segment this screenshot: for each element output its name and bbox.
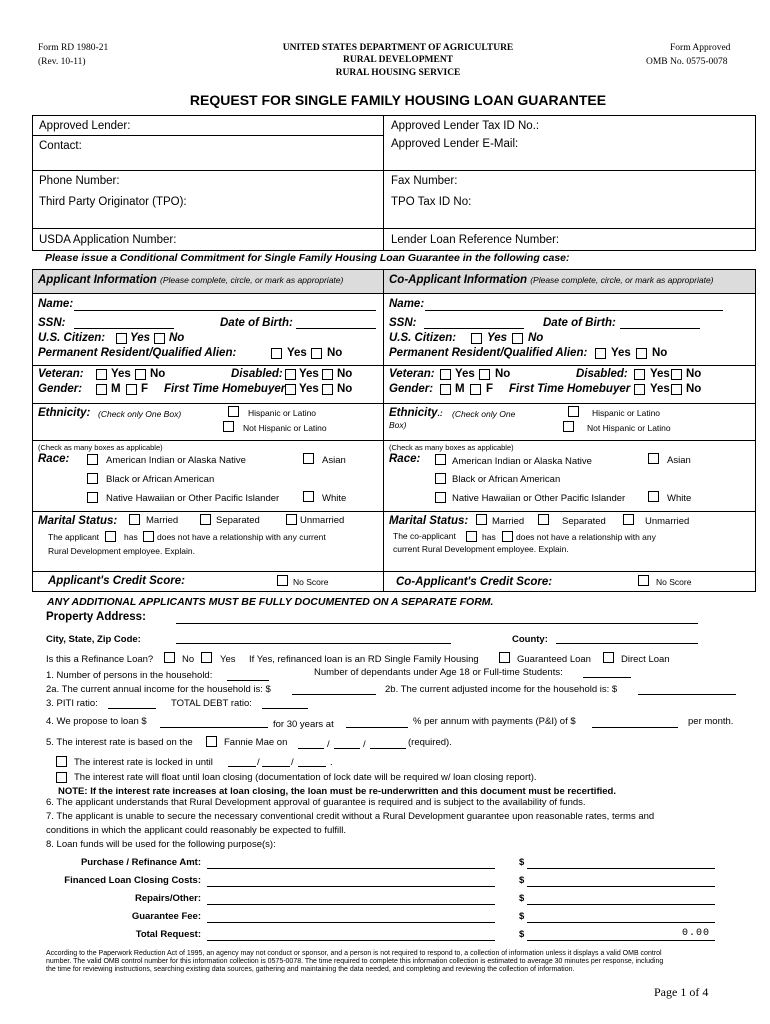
coapplicant-unmarried-label: Unmarried <box>645 516 690 527</box>
applicant-citizen-yes-checkbox[interactable] <box>116 333 127 344</box>
coapplicant-hispanic-checkbox[interactable] <box>568 406 579 417</box>
date-separator: / <box>291 757 294 768</box>
applicant-citizen-no-label: No <box>169 332 185 344</box>
applicant-race-note: (Check as many boxes as applicable) <box>38 443 163 452</box>
lender-tax-id-label: Approved Lender Tax ID No.: <box>391 120 540 132</box>
coapplicant-separated-label: Separated <box>562 516 606 527</box>
applicant-veteran-no-checkbox[interactable] <box>135 369 146 380</box>
applicant-not-hispanic-label: Not Hispanic or Latino <box>243 423 327 433</box>
fannie-year-field[interactable] <box>370 748 406 749</box>
paperwork-notice-3: the time for reviewing instructions, searching existing data sources, gathering and maintaining the data needed, and completing and reviewing the collection of information. <box>46 966 575 973</box>
county-label: County: <box>512 634 548 645</box>
coapplicant-citizen-label: U.S. Citizen: <box>389 332 457 344</box>
grid-border-right <box>755 269 756 591</box>
coapplicant-gender-f-label: F <box>486 383 494 395</box>
applicant-credit-score-label: Applicant's Credit Score: <box>48 575 185 587</box>
coapplicant-perm-res-no-label: No <box>652 347 668 359</box>
county-field[interactable] <box>556 643 698 644</box>
dependants-field[interactable] <box>583 677 631 678</box>
property-address-field[interactable] <box>176 623 698 624</box>
coapplicant-disabled-no-checkbox[interactable] <box>671 369 682 380</box>
coapplicant-ssn-label: SSN: <box>389 317 417 329</box>
coapplicant-hawaiian-label: Native Hawaiian or Other Pacific Islander <box>452 493 626 504</box>
coapplicant-black-label: Black or African American <box>452 474 561 485</box>
refinance-yes-checkbox[interactable] <box>201 652 212 663</box>
applicant-unmarried-label: Unmarried <box>300 515 345 526</box>
coapplicant-amer-ind-checkbox[interactable] <box>435 454 446 465</box>
funds-row-amount-field[interactable] <box>527 886 715 887</box>
coapplicant-gender-m-checkbox[interactable] <box>440 384 451 395</box>
date-separator: / <box>257 757 260 768</box>
coapplicant-relationship-text-2: does not have a relationship with any <box>516 532 656 542</box>
applicant-separated-checkbox[interactable] <box>200 514 211 525</box>
item-2a-label: 2a. The current annual income for the household is: $ <box>46 684 271 695</box>
coapplicant-first-time-no-checkbox[interactable] <box>671 384 682 395</box>
applicant-white-label: White <box>322 493 347 504</box>
applicant-ssn-field[interactable] <box>74 328 174 329</box>
coapplicant-not-hispanic-label: Not Hispanic or Latino <box>587 423 671 433</box>
applicant-first-time-yes-label: Yes <box>299 383 319 395</box>
total-debt-field[interactable] <box>262 708 308 709</box>
row-divider <box>32 250 756 251</box>
funds-row-dollar-sign: $ <box>519 875 525 886</box>
coapplicant-married-label: Married <box>492 516 525 527</box>
funds-row-label: Purchase / Refinance Amt: <box>80 857 201 868</box>
item-7-text-2: conditions in which the applicant could reasonably be expected to fulfill. <box>46 825 346 836</box>
applicant-disabled-no-checkbox[interactable] <box>322 369 333 380</box>
item-5-label: 5. The interest rate is based on the <box>46 737 193 748</box>
paperwork-notice-1: According to the Paperwork Reduction Act of 1995, an agency may not conduct or sponsor, and a person is not required to respond to, a collection of information unless it displays a valid OMB control <box>46 950 662 957</box>
city-state-zip-field[interactable] <box>176 643 451 644</box>
coapplicant-veteran-no-label: No <box>495 368 511 380</box>
coapplicant-perm-res-no-checkbox[interactable] <box>636 348 647 359</box>
grid-border-top <box>32 269 756 270</box>
applicant-married-checkbox[interactable] <box>129 514 140 525</box>
applicant-black-checkbox[interactable] <box>87 473 98 484</box>
funds-row-dollar-sign: $ <box>519 911 525 922</box>
lock-year-field[interactable] <box>298 766 326 767</box>
coapplicant-veteran-yes-label: Yes <box>455 368 475 380</box>
funds-row-label: Guarantee Fee: <box>131 911 201 922</box>
coapplicant-white-label: White <box>667 493 692 504</box>
refinance-if-yes-text: If Yes, refinanced loan is an RD Single Family Housing <box>249 654 479 665</box>
coapplicant-has-label: has <box>482 532 496 542</box>
coapplicant-race-label: Race: <box>389 453 421 465</box>
coapplicant-perm-res-label: Permanent Resident/Qualified Alien: <box>389 347 588 359</box>
loan-reference-label: Lender Loan Reference Number: <box>391 234 560 246</box>
funds-row-description-field[interactable] <box>207 940 495 941</box>
coapplicant-no-relationship-checkbox[interactable] <box>502 531 513 542</box>
fannie-mae-label: Fannie Mae on <box>224 737 288 748</box>
funds-row-description-field[interactable] <box>207 886 495 887</box>
coapplicant-white-checkbox[interactable] <box>648 491 659 502</box>
coapplicant-hispanic-label: Hispanic or Latino <box>592 408 661 418</box>
commitment-request-text: Please issue a Conditional Commitment for Single Family Housing Loan Guarantee in the following case: <box>45 252 570 264</box>
applicant-disabled-label: Disabled: <box>231 368 283 380</box>
fannie-day-field[interactable] <box>334 748 360 749</box>
funds-row-label: Repairs/Other: <box>135 893 201 904</box>
item-7-text-1: 7. The applicant is unable to secure the necessary conventional credit without a Rural Development guarantee upon reasonable rates, terms and <box>46 811 655 822</box>
date-separator: / <box>363 739 366 750</box>
coapplicant-unmarried-checkbox[interactable] <box>623 514 634 525</box>
applicant-name-field[interactable] <box>74 310 376 311</box>
contact-label: Contact: <box>39 140 82 152</box>
agency-line-2: RURAL DEVELOPMENT <box>342 55 454 65</box>
coapplicant-citizen-no-label: No <box>528 332 544 344</box>
recertify-note: NOTE: If the interest rate increases at loan closing, the loan must be re-underwritten and this document must be recertified. <box>58 786 616 797</box>
applicant-gender-m-checkbox[interactable] <box>96 384 107 395</box>
applicant-citizen-label: U.S. Citizen: <box>38 332 106 344</box>
applicant-disabled-yes-checkbox[interactable] <box>285 369 296 380</box>
funds-row-label: Financed Loan Closing Costs: <box>64 875 201 886</box>
applicant-no-score-label: No Score <box>293 577 329 587</box>
applicant-gender-f-label: F <box>141 383 149 395</box>
applicant-gender-label: Gender: <box>38 383 83 395</box>
applicant-asian-label: Asian <box>322 455 346 466</box>
applicant-hispanic-label: Hispanic or Latino <box>248 408 317 418</box>
coapplicant-citizen-yes-label: Yes <box>487 332 508 344</box>
payment-field[interactable] <box>592 727 678 728</box>
form-approved: Form Approved <box>670 43 731 53</box>
applicant-first-time-no-checkbox[interactable] <box>322 384 333 395</box>
coapplicant-disabled-yes-checkbox[interactable] <box>634 369 645 380</box>
refinance-yes-label: Yes <box>220 654 236 665</box>
item-3-label: 3. PITI ratio: <box>46 698 98 709</box>
applicant-gender-m-label: M <box>111 383 121 395</box>
tpo-tax-id-label: TPO Tax ID No: <box>391 196 472 208</box>
coapplicant-asian-checkbox[interactable] <box>648 453 659 464</box>
applicant-disabled-yes-label: Yes <box>299 368 319 380</box>
applicant-perm-res-no-checkbox[interactable] <box>311 348 322 359</box>
applicant-marital-label: Marital Status: <box>38 515 118 527</box>
interest-rate-field[interactable] <box>346 727 408 728</box>
direct-loan-checkbox[interactable] <box>603 652 614 663</box>
fax-label: Fax Number: <box>391 175 458 187</box>
coapplicant-dob-field[interactable] <box>620 328 700 329</box>
funds-row-amount-value: 0.00 <box>681 928 710 939</box>
applicant-ethnicity-label: Ethnicity: <box>38 407 91 419</box>
applicant-asian-checkbox[interactable] <box>303 453 314 464</box>
coapplicant-disabled-yes-label: Yes <box>650 368 670 380</box>
funds-row-amount-field[interactable] <box>527 868 715 869</box>
coapplicant-first-time-no-label: No <box>686 383 702 395</box>
coapplicant-separated-checkbox[interactable] <box>538 514 549 525</box>
page-number: Page 1 of 4 <box>654 985 709 999</box>
coapplicant-gender-f-checkbox[interactable] <box>470 384 481 395</box>
applicant-veteran-yes-label: Yes <box>111 368 131 380</box>
loan-amount-field[interactable] <box>160 727 268 728</box>
approved-lender-label: Approved Lender: <box>39 120 131 132</box>
coapplicant-relationship-text-1: The co-applicant <box>393 531 456 541</box>
required-text: (required). <box>408 737 452 748</box>
row-divider <box>32 511 756 512</box>
coapplicant-ethnicity-note-2: Box) <box>389 420 407 430</box>
applicant-ethnicity-note: (Check only One Box) <box>98 409 182 419</box>
row-divider <box>32 170 756 171</box>
agency-line-1: UNITED STATES DEPARTMENT OF AGRICULTURE <box>282 43 514 53</box>
applicant-hawaiian-label: Native Hawaiian or Other Pacific Islander <box>106 493 280 504</box>
applicant-married-label: Married <box>146 515 179 526</box>
grid-header-bottom <box>32 293 756 294</box>
form-revision: (Rev. 10-11) <box>38 57 86 67</box>
date-separator: / <box>327 739 330 750</box>
rate-locked-label: The interest rate is locked in until <box>74 757 213 768</box>
applicant-has-label: has <box>124 532 138 542</box>
item-6-text: 6. The applicant understands that Rural Development approval of guarantee is required and is subject to the availability of funds. <box>46 797 586 808</box>
funds-row-dollar-sign: $ <box>519 857 525 868</box>
applicant-first-time-yes-checkbox[interactable] <box>285 384 296 395</box>
item-1-label: 1. Number of persons in the household: <box>46 670 213 681</box>
form-number: Form RD 1980-21 <box>38 43 109 53</box>
annual-income-field[interactable] <box>292 694 376 695</box>
applicant-black-label: Black or African American <box>106 474 215 485</box>
applicant-disabled-no-label: No <box>337 368 353 380</box>
applicant-citizen-yes-label: Yes <box>130 332 151 344</box>
funds-row-amount-field[interactable] <box>527 940 715 941</box>
guaranteed-loan-label: Guaranteed Loan <box>517 654 591 665</box>
rate-float-checkbox[interactable] <box>56 772 67 783</box>
applicant-no-score-checkbox[interactable] <box>277 575 288 586</box>
coapplicant-citizen-no-checkbox[interactable] <box>512 333 523 344</box>
applicant-hawaiian-checkbox[interactable] <box>87 492 98 503</box>
coapplicant-ssn-field[interactable] <box>424 328 524 329</box>
applicant-name-label: Name: <box>38 298 74 310</box>
applicant-relationship-text-2: does not have a relationship with any current <box>157 532 326 542</box>
guaranteed-loan-checkbox[interactable] <box>499 652 510 663</box>
grid-divider <box>383 269 384 591</box>
applicant-hispanic-checkbox[interactable] <box>228 406 239 417</box>
applicant-race-label: Race: <box>38 453 70 465</box>
fannie-month-field[interactable] <box>298 748 324 749</box>
coapplicant-black-checkbox[interactable] <box>435 473 446 484</box>
phone-label: Phone Number: <box>39 175 120 187</box>
row-divider <box>32 403 756 404</box>
applicant-perm-res-yes-label: Yes <box>287 347 307 359</box>
applicant-first-time-no-label: No <box>337 383 353 395</box>
coapplicant-veteran-no-checkbox[interactable] <box>479 369 490 380</box>
adjusted-income-field[interactable] <box>638 694 736 695</box>
funds-row-description-field[interactable] <box>207 922 495 923</box>
coapplicant-not-hispanic-checkbox[interactable] <box>563 421 574 432</box>
property-address-label: Property Address: <box>46 611 146 623</box>
refinance-no-checkbox[interactable] <box>164 652 175 663</box>
omb-number: OMB No. 0575-0078 <box>646 57 728 67</box>
applicant-amer-ind-label: American Indian or Alaska Native <box>106 455 246 466</box>
coapplicant-perm-res-yes-label: Yes <box>611 347 631 359</box>
coapplicant-ethnicity-label: Ethnicity.: <box>389 407 443 419</box>
household-persons-field[interactable] <box>227 680 269 681</box>
city-state-zip-label: City, State, Zip Code: <box>46 634 141 645</box>
funds-row-amount-field[interactable] <box>527 922 715 923</box>
applicant-has-relationship-checkbox[interactable] <box>105 531 116 542</box>
applicant-relationship-text-3: Rural Development employee. Explain. <box>48 546 195 556</box>
piti-ratio-field[interactable] <box>108 708 156 709</box>
grid-border-bottom <box>32 591 756 592</box>
applicant-perm-res-label: Permanent Resident/Qualified Alien: <box>38 347 237 359</box>
coapplicant-name-label: Name: <box>389 298 425 310</box>
tpo-label: Third Party Originator (TPO): <box>39 196 187 208</box>
applicant-veteran-label: Veteran: <box>38 368 84 380</box>
row-divider <box>32 440 756 441</box>
applicant-gender-f-checkbox[interactable] <box>126 384 137 395</box>
additional-applicants-notice: ANY ADDITIONAL APPLICANTS MUST BE FULLY DOCUMENTED ON A SEPARATE FORM. <box>47 596 494 608</box>
funds-row-description-field[interactable] <box>207 904 495 905</box>
coapplicant-disabled-label: Disabled: <box>576 368 628 380</box>
coapplicant-dob-label: Date of Birth: <box>543 317 616 329</box>
lock-period: . <box>330 757 333 768</box>
coapplicant-info-heading: Co-Applicant Information (Please complete, circle, or mark as appropriate) <box>389 274 714 286</box>
applicant-info-heading: Applicant Information (Please complete, circle, or mark as appropriate) <box>38 274 344 286</box>
applicant-first-time-label: First Time Homebuyer <box>164 383 286 395</box>
loan-term-text: for 30 years at <box>273 719 334 730</box>
coapplicant-citizen-yes-checkbox[interactable] <box>471 333 482 344</box>
applicant-dob-label: Date of Birth: <box>220 317 293 329</box>
table-border-top <box>32 115 756 116</box>
page-title: REQUEST FOR SINGLE FAMILY HOUSING LOAN GUARANTEE <box>189 92 607 108</box>
rate-locked-checkbox[interactable] <box>56 756 67 767</box>
coapplicant-ethnicity-note-1: (Check only One <box>452 409 516 419</box>
applicant-citizen-no-checkbox[interactable] <box>154 333 165 344</box>
refinance-no-label: No <box>182 654 195 665</box>
table-border-right <box>755 115 756 250</box>
per-month-text: per month. <box>688 716 734 727</box>
applicant-separated-label: Separated <box>216 515 260 526</box>
lock-month-field[interactable] <box>228 766 256 767</box>
applicant-white-checkbox[interactable] <box>303 491 314 502</box>
coapplicant-hawaiian-checkbox[interactable] <box>435 492 446 503</box>
coapplicant-perm-res-yes-checkbox[interactable] <box>595 348 606 359</box>
applicant-dob-field[interactable] <box>296 328 376 329</box>
per-annum-text: % per annum with payments (P&I) of $ <box>413 716 576 727</box>
applicant-not-hispanic-checkbox[interactable] <box>223 421 234 432</box>
coapplicant-veteran-label: Veteran: <box>389 368 435 380</box>
lender-email-label: Approved Lender E-Mail: <box>391 138 519 150</box>
applicant-perm-res-no-label: No <box>327 347 343 359</box>
coapplicant-asian-label: Asian <box>667 455 691 466</box>
direct-loan-label: Direct Loan <box>621 654 670 665</box>
coapplicant-veteran-yes-checkbox[interactable] <box>440 369 451 380</box>
funds-row-amount-field[interactable] <box>527 904 715 905</box>
coapplicant-gender-label: Gender: <box>389 383 434 395</box>
fannie-mae-checkbox[interactable] <box>206 736 217 747</box>
applicant-relationship-text-1: The applicant <box>48 532 100 542</box>
coapplicant-first-time-yes-label: Yes <box>650 383 670 395</box>
applicant-amer-ind-checkbox[interactable] <box>87 454 98 465</box>
applicant-no-relationship-checkbox[interactable] <box>143 531 154 542</box>
funds-row-dollar-sign: $ <box>519 929 525 940</box>
item-8-text: 8. Loan funds will be used for the following purpose(s): <box>46 839 276 850</box>
item-4-label: 4. We propose to loan $ <box>46 716 147 727</box>
coapplicant-first-time-label: First Time Homebuyer <box>509 383 631 395</box>
grid-border-left <box>32 269 33 591</box>
dependants-label: Number of dependants under Age 18 or Full-time Students: <box>314 667 563 678</box>
usda-application-label: USDA Application Number: <box>39 234 177 246</box>
coapplicant-credit-score-label: Co-Applicant's Credit Score: <box>396 576 553 588</box>
coapplicant-amer-ind-label: American Indian or Alaska Native <box>452 456 592 467</box>
paperwork-notice-2: number. The valid OMB control number for this information collection is 0575-0078. The time required to complete this information collection is estimated to average 30 minutes per response, including <box>46 958 664 965</box>
funds-row-dollar-sign: $ <box>519 893 525 904</box>
coapplicant-has-relationship-checkbox[interactable] <box>466 531 477 542</box>
applicant-veteran-yes-checkbox[interactable] <box>96 369 107 380</box>
coapplicant-no-score-label: No Score <box>656 577 692 587</box>
refinance-question: Is this a Refinance Loan? <box>46 654 154 665</box>
coapplicant-marital-label: Marital Status: <box>389 515 469 527</box>
applicant-veteran-no-label: No <box>150 368 166 380</box>
coapplicant-race-note: (Check as many boxes as applicable) <box>389 443 514 452</box>
funds-row-label: Total Request: <box>135 929 201 940</box>
applicant-unmarried-checkbox[interactable] <box>286 514 297 525</box>
coapplicant-married-checkbox[interactable] <box>476 514 487 525</box>
coapplicant-no-score-checkbox[interactable] <box>638 575 649 586</box>
coapplicant-relationship-text-3: current Rural Development employee. Explain. <box>393 544 569 554</box>
row-divider <box>32 365 756 366</box>
row-divider <box>32 228 756 229</box>
rate-float-label: The interest rate will float until loan closing (documentation of lock date will be required w/ loan closing report). <box>74 772 537 783</box>
coapplicant-first-time-yes-checkbox[interactable] <box>634 384 645 395</box>
total-debt-label: TOTAL DEBT ratio: <box>171 698 252 709</box>
item-2b-label: 2b. The current adjusted income for the household is: $ <box>385 684 618 695</box>
coapplicant-disabled-no-label: No <box>686 368 702 380</box>
applicant-ssn-label: SSN: <box>38 317 66 329</box>
applicant-perm-res-yes-checkbox[interactable] <box>271 348 282 359</box>
agency-line-3: RURAL HOUSING SERVICE <box>335 68 461 78</box>
coapplicant-name-field[interactable] <box>425 310 723 311</box>
row-divider <box>32 571 756 572</box>
lock-day-field[interactable] <box>262 766 290 767</box>
funds-row-description-field[interactable] <box>207 868 495 869</box>
coapplicant-gender-m-label: M <box>455 383 465 395</box>
row-divider <box>32 135 384 136</box>
